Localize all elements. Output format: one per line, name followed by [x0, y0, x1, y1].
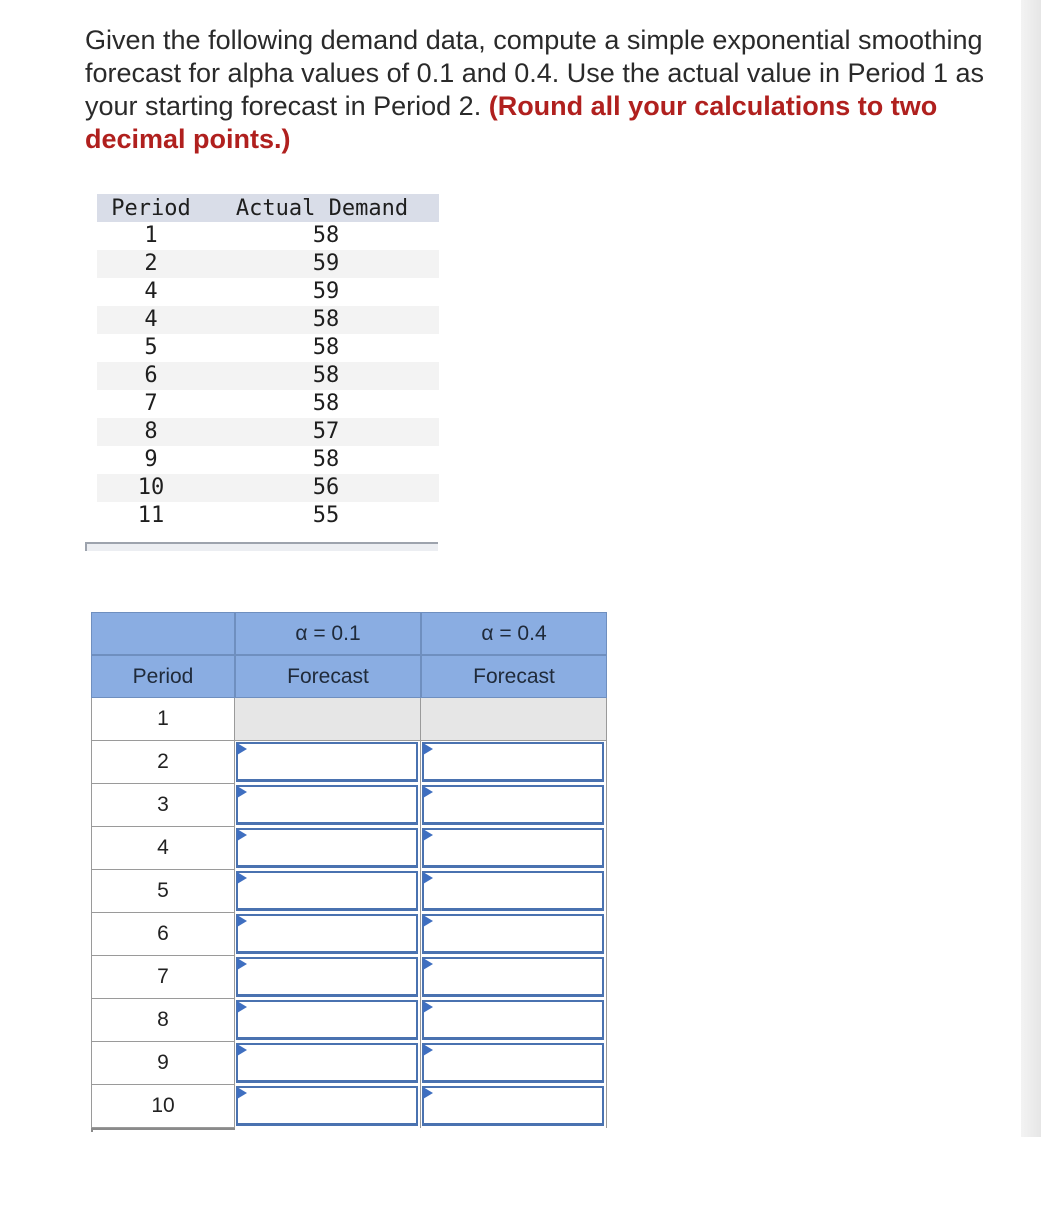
forecast-row	[91, 784, 607, 827]
forecast-input-cell-alpha-0-1	[235, 1042, 421, 1085]
forecast-input-cell-alpha-0-4	[421, 784, 607, 827]
forecast-period-cell: 1	[91, 698, 235, 741]
forecast-row	[91, 741, 607, 784]
data-cell-demand-wrap	[205, 446, 439, 474]
forecast-input-alpha-0-4[interactable]	[422, 828, 604, 868]
forecast-input-cell-alpha-0-1	[235, 999, 421, 1042]
grid-body	[91, 698, 607, 1128]
data-cell-demand: 59	[312, 251, 340, 276]
forecast-period-cell: 2	[91, 741, 235, 784]
data-cell-period: 7	[144, 391, 158, 416]
data-cell-period: 10	[97, 474, 205, 502]
forecast-answer-grid	[91, 612, 607, 1128]
data-cell-demand: 57	[312, 419, 340, 444]
forecast-input-alpha-0-1[interactable]	[236, 914, 418, 954]
forecast-input-alpha-0-1[interactable]	[236, 1086, 418, 1126]
data-cell-demand: 58	[312, 335, 340, 360]
data-table-body	[97, 222, 439, 530]
forecast-row	[91, 827, 607, 870]
disabled-cell-alpha-0-4	[421, 698, 607, 741]
data-cell-period: 4	[97, 306, 205, 334]
forecast-period-cell: 6	[91, 913, 235, 956]
data-table-row	[97, 502, 439, 530]
forecast-row	[91, 1042, 607, 1085]
data-cell-demand: 59	[312, 279, 340, 304]
data-cell-period: 8	[97, 418, 205, 446]
data-cell-demand-wrap	[205, 474, 439, 502]
forecast-input-cell-alpha-0-4	[421, 1085, 607, 1128]
forecast-header-alpha-0-4: Forecast	[421, 655, 607, 698]
forecast-period-cell: 3	[91, 784, 235, 827]
data-header-actual-demand: Actual Demand	[205, 194, 439, 222]
forecast-input-cell-alpha-0-4	[421, 913, 607, 956]
data-cell-period: 9	[144, 447, 158, 472]
disabled-cell-alpha-0-1	[235, 698, 421, 741]
grid-header-row-alpha	[91, 612, 607, 655]
data-cell-demand: 55	[312, 503, 340, 528]
forecast-input-alpha-0-1[interactable]	[236, 1000, 418, 1040]
forecast-input-cell-alpha-0-1	[235, 1085, 421, 1128]
data-cell-period: 2	[97, 250, 205, 278]
data-cell-demand: 58	[312, 363, 340, 388]
rounding-instruction: (Round all your calculations to two decimal points.)	[85, 91, 938, 154]
forecast-input-alpha-0-1[interactable]	[236, 1043, 418, 1083]
data-cell-demand: 58	[312, 307, 340, 332]
grid-bottom-edge	[91, 1128, 235, 1132]
forecast-input-alpha-0-1[interactable]	[236, 828, 418, 868]
forecast-input-alpha-0-4[interactable]	[422, 871, 604, 911]
forecast-input-cell-alpha-0-1	[235, 741, 421, 784]
forecast-period-cell: 8	[91, 999, 235, 1042]
forecast-period-cell: 9	[91, 1042, 235, 1085]
grid-header-blank	[91, 612, 235, 655]
data-cell-demand-wrap	[205, 362, 439, 390]
forecast-row	[91, 1085, 607, 1128]
data-cell-period: 4	[144, 279, 158, 304]
question-body: Given the following demand data, compute a simple exponential smoothing forecast for alpha values of 0.1 and 0.4. Use the actual value in Period 1 as your starting forecast in Period 2.	[85, 25, 985, 121]
forecast-input-cell-alpha-0-4	[421, 1042, 607, 1085]
forecast-period-cell: 7	[91, 956, 235, 999]
demand-data-table	[97, 194, 439, 530]
data-table-row	[97, 362, 439, 390]
data-cell-period: 11	[137, 503, 165, 528]
data-table-row	[97, 222, 439, 250]
data-cell-demand: 58	[312, 391, 340, 416]
data-cell-demand-wrap	[205, 278, 439, 306]
data-table-row	[97, 250, 439, 278]
forecast-input-cell-alpha-0-1	[235, 827, 421, 870]
forecast-row	[91, 999, 607, 1042]
forecast-input-cell-alpha-0-4	[421, 956, 607, 999]
forecast-period-cell: 10	[91, 1085, 235, 1128]
forecast-period-cell: 5	[91, 870, 235, 913]
forecast-input-alpha-0-1[interactable]	[236, 957, 418, 997]
forecast-input-alpha-0-4[interactable]	[422, 1086, 604, 1126]
forecast-input-cell-alpha-0-4	[421, 870, 607, 913]
alpha-0-4-header: α = 0.4	[421, 612, 607, 655]
forecast-input-cell-alpha-0-4	[421, 741, 607, 784]
forecast-input-alpha-0-1[interactable]	[236, 785, 418, 825]
forecast-row	[91, 913, 607, 956]
forecast-input-cell-alpha-0-1	[235, 784, 421, 827]
data-table-scrollbar[interactable]	[85, 542, 438, 551]
data-header-period: Period	[97, 194, 205, 222]
data-cell-period: 5	[144, 335, 158, 360]
forecast-input-cell-alpha-0-1	[235, 913, 421, 956]
forecast-input-cell-alpha-0-1	[235, 870, 421, 913]
forecast-period-cell: 4	[91, 827, 235, 870]
data-cell-period: 1	[144, 223, 158, 248]
data-table-row	[97, 306, 439, 334]
forecast-row	[91, 698, 607, 741]
forecast-input-cell-alpha-0-4	[421, 999, 607, 1042]
data-table-row	[97, 278, 439, 306]
alpha-0-1-header: α = 0.1	[235, 612, 421, 655]
data-table-row	[97, 334, 439, 362]
data-cell-demand-wrap	[205, 250, 439, 278]
forecast-input-alpha-0-4[interactable]	[422, 914, 604, 954]
forecast-input-cell-alpha-0-1	[235, 956, 421, 999]
data-cell-demand-wrap	[205, 418, 439, 446]
right-scroll-strip	[1021, 0, 1041, 1137]
data-cell-demand-wrap	[205, 502, 439, 530]
forecast-input-alpha-0-1[interactable]	[236, 871, 418, 911]
data-cell-demand-wrap	[205, 222, 439, 250]
data-cell-demand-wrap	[205, 306, 439, 334]
data-cell-demand: 58	[312, 447, 340, 472]
data-cell-demand-wrap	[205, 390, 439, 418]
forecast-input-alpha-0-4[interactable]	[422, 957, 604, 997]
forecast-input-alpha-0-4[interactable]	[422, 1043, 604, 1083]
forecast-input-alpha-0-4[interactable]	[422, 742, 604, 782]
data-cell-demand-wrap	[205, 334, 439, 362]
data-table-row	[97, 418, 439, 446]
forecast-header-alpha-0-1: Forecast	[235, 655, 421, 698]
period-header: Period	[91, 655, 235, 698]
forecast-input-alpha-0-1[interactable]	[236, 742, 418, 782]
data-cell-period: 6	[97, 362, 205, 390]
data-table-row	[97, 446, 439, 474]
forecast-input-cell-alpha-0-4	[421, 827, 607, 870]
forecast-row	[91, 956, 607, 999]
forecast-row	[91, 870, 607, 913]
forecast-input-alpha-0-4[interactable]	[422, 1000, 604, 1040]
forecast-input-alpha-0-4[interactable]	[422, 785, 604, 825]
question-text	[85, 24, 1015, 156]
data-table-row	[97, 390, 439, 418]
data-cell-demand: 58	[312, 223, 340, 248]
data-cell-demand: 56	[312, 475, 340, 500]
data-table-row	[97, 474, 439, 502]
grid-header-row-forecast	[91, 655, 607, 698]
